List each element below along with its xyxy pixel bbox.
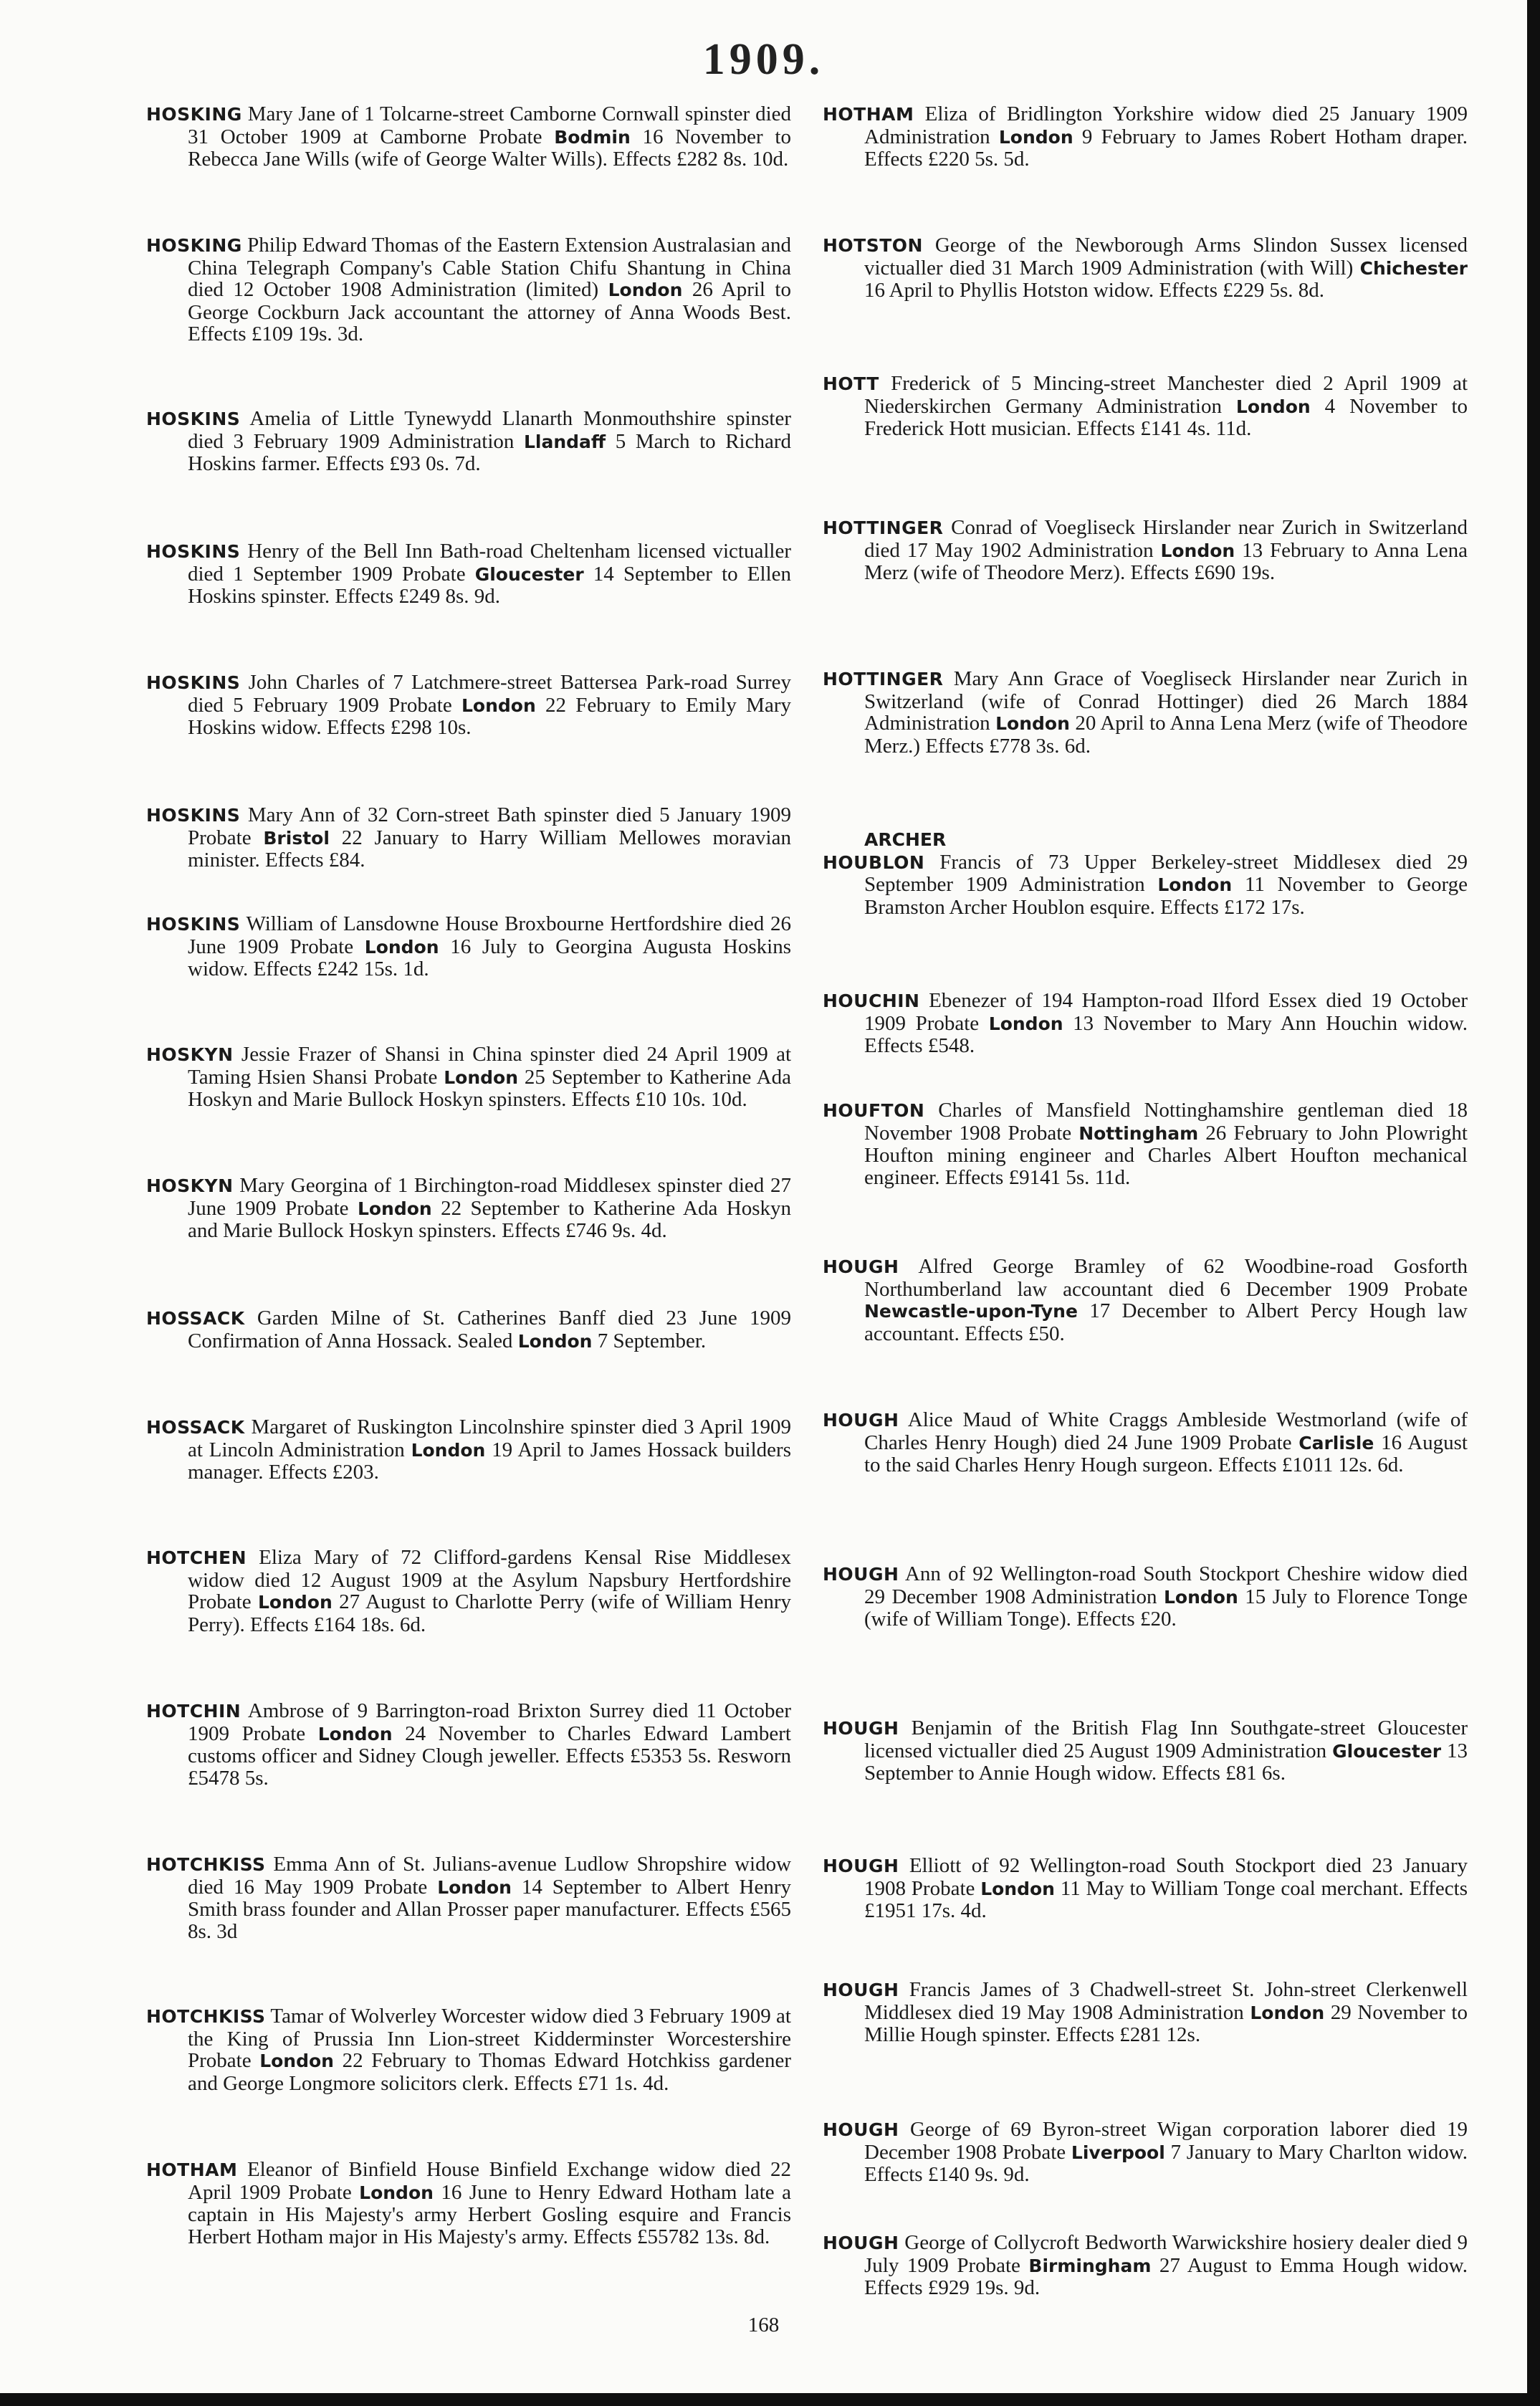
entry-text: Ann of 92 Wellington-road South Stockport Cheshire widow died 29 December 1908 Administration — [864, 1562, 1468, 1608]
entry-surname: HOTHAM — [823, 104, 914, 125]
entry-text: 11 November to George Bramston Archer Houblon esquire. Effects £172 17s. — [864, 873, 1468, 919]
probate-entry — [823, 1563, 1468, 1631]
registry-place: London — [1157, 874, 1233, 895]
probate-entry — [146, 804, 791, 872]
registry-place: London — [411, 1439, 486, 1461]
registry-place: London — [444, 1066, 519, 1088]
registry-place: London — [461, 694, 536, 716]
registry-place: London — [359, 2182, 434, 2203]
entry-surname: HOUGH — [823, 1410, 899, 1431]
probate-entry — [146, 1044, 791, 1111]
probate-entry — [146, 913, 791, 980]
entry-text: Alice Maud of White Craggs Ambleside Westmorland (wife of Charles Henry Hough) died 24 June 1909 Probate — [864, 1408, 1468, 1454]
registry-place: London — [995, 713, 1070, 734]
entry-text: 22 February to Thomas Edward Hotchkiss gardener and George Longmore solicitors clerk. Effects £71 1s. 4d. — [188, 2049, 791, 2095]
registry-place: Chichester — [1359, 257, 1468, 279]
registry-place: London — [364, 936, 439, 958]
registry-place: London — [1164, 1586, 1238, 1608]
registry-place: London — [437, 1876, 512, 1898]
entry-text: Mary Georgina of 1 Birchington-road Middlesex spinster died 27 June 1909 Probate — [188, 1174, 792, 1220]
entry-text: 25 September to Katherine Ada Hoskyn and Marie Bullock Hoskyn spinsters. Effects £10 10s. 10d. — [188, 1065, 791, 1111]
entry-surname: HOUGH — [823, 1980, 899, 2000]
entry-surname: HOSKING — [146, 104, 242, 125]
registry-place: Carlisle — [1299, 1432, 1374, 1453]
page-year-heading: 1909. — [702, 35, 825, 84]
entry-text: 13 September to Annie Hough widow. Effects £81 6s. — [864, 1739, 1468, 1785]
entry-text: 17 December to Albert Percy Hough law accountant. Effects £50. — [864, 1299, 1468, 1345]
entry-surname: HOSSACK — [146, 1308, 245, 1329]
entry-text: Frederick of 5 Mincing-street Manchester died 2 April 1909 at Niederskirchen Germany Administration — [864, 372, 1468, 418]
probate-entry — [146, 1853, 791, 1942]
entry-text: Amelia of Little Tynewydd Llanarth Monmouthshire spinster died 3 February 1909 Administration — [188, 407, 791, 453]
entry-surname: HOSKINS — [146, 672, 241, 693]
probate-entry — [146, 1307, 791, 1352]
probate-entry — [823, 234, 1468, 302]
entry-text: 27 August to Charlotte Perry (wife of William Henry Perry). Effects £164 18s. 6d. — [188, 1590, 791, 1636]
entry-text: George of Collycroft Bedworth Warwickshire hosiery dealer died 9 July 1909 Probate — [864, 2231, 1468, 2277]
entry-text: 13 February to Anna Lena Merz (wife of Theodore Merz). Effects £690 19s. — [864, 538, 1468, 584]
surname-prefix: ARCHER — [864, 829, 947, 850]
probate-entry — [146, 1175, 791, 1242]
entry-text: Ambrose of 9 Barrington-road Brixton Surrey died 11 October 1909 Probate — [188, 1699, 792, 1745]
registry-place: Gloucester — [1332, 1740, 1442, 1762]
probate-entry — [823, 1409, 1468, 1476]
entry-text: Alfred George Bramley of 62 Woodbine-road Gosforth Northumberland law accountant died 6 December 1909 Probate — [864, 1255, 1468, 1301]
entry-text: Philip Edward Thomas of the Eastern Extension Australasian and China Telegraph Company's Cable Station Chifu Shantung in China died 12 October 1908 Administration (limited) — [188, 234, 791, 301]
entry-text: Mary Ann of 32 Corn-street Bath spinster died 5 January 1909 Probate — [188, 803, 792, 849]
entry-text: 14 September to Ellen Hoskins spinster. Effects £249 8s. 9d. — [188, 562, 791, 608]
entry-text: 22 January to Harry William Mellowes moravian minister. Effects £84. — [188, 826, 791, 872]
entry-surname: HOTCHEN — [146, 1547, 247, 1568]
entry-surname: HOTHAM — [146, 2159, 238, 2180]
probate-entry — [823, 990, 1468, 1057]
probate-entry — [146, 408, 791, 475]
page-number: 168 — [747, 2314, 780, 2336]
entry-text: Emma Ann of St. Julians-avenue Ludlow Shropshire widow died 16 May 1909 Probate — [188, 1853, 792, 1899]
registry-place: Gloucester — [474, 563, 584, 585]
entry-surname: HOUBLON — [823, 851, 925, 873]
entry-text: 27 August to Emma Hough widow. Effects £929 19s. 9d. — [864, 2253, 1468, 2299]
entry-text: 16 November to Rebecca Jane Wills (wife of George Walter Wills). Effects £282 8s. 10d. — [188, 125, 791, 171]
entry-surname: HOSKING — [146, 235, 242, 256]
probate-entry — [146, 2005, 791, 2094]
registry-place: Bodmin — [554, 126, 631, 148]
entry-surname: HOSSACK — [146, 1417, 245, 1438]
entry-surname: HOUGH — [823, 2119, 899, 2140]
entry-text: Margaret of Ruskington Lincolnshire spinster died 3 April 1909 at Lincoln Administration — [188, 1416, 791, 1461]
registry-place: London — [357, 1198, 432, 1219]
entry-text: 15 July to Florence Tonge (wife of William Tonge). Effects £20. — [864, 1585, 1468, 1631]
registry-place: Birmingham — [1028, 2255, 1152, 2276]
entry-text: 5 March to Richard Hoskins farmer. Effects £93 0s. 7d. — [188, 429, 792, 475]
probate-entry — [823, 1979, 1468, 2046]
probate-entry — [146, 672, 791, 739]
entry-surname: HOUGH — [823, 1856, 899, 1876]
entry-text: William of Lansdowne House Broxbourne Hertfordshire died 26 June 1909 Probate — [188, 912, 792, 958]
entry-text: Mary Jane of 1 Tolcarne-street Camborne Cornwall spinster died 31 October 1909 at Camborne Probate — [188, 102, 792, 148]
entry-surname: HOUGH — [823, 1256, 899, 1277]
probate-entry — [823, 1256, 1468, 1345]
entry-surname: HOSKINS — [146, 914, 241, 935]
entry-text: 20 April to Anna Lena Merz (wife of Theodore Merz.) Effects £778 3s. 6d. — [864, 712, 1468, 758]
entry-surname: HOUCHIN — [823, 990, 920, 1011]
probate-entry — [146, 1547, 791, 1636]
entry-surname: HOTCHKISS — [146, 1854, 266, 1875]
registry-place: Bristol — [263, 827, 330, 849]
entry-surname: HOUGH — [823, 1718, 899, 1739]
registry-place: London — [317, 1723, 393, 1744]
entry-text: 16 August to the said Charles Henry Hough surgeon. Effects £1011 12s. 6d. — [864, 1431, 1468, 1476]
entry-text: John Charles of 7 Latchmere-street Battersea Park-road Surrey died 5 February 1909 Probate — [188, 671, 791, 717]
registry-place: London — [988, 1013, 1063, 1034]
entry-text: Francis James of 3 Chadwell-street St. John-street Clerkenwell Middlesex died 19 May 1908 Administration — [864, 1978, 1468, 2024]
probate-entry — [146, 2159, 791, 2248]
entry-surname: HOSKINS — [146, 541, 241, 562]
entry-text: Tamar of Wolverley Worcester widow died 3 February 1909 at the King of Prussia Inn Lion-street Kidderminster Worcestershire Probate — [188, 2005, 791, 2072]
entry-text: 16 July to Georgina Augusta Hoskins widow. Effects £242 15s. 1d. — [188, 935, 791, 980]
entry-text: Eleanor of Binfield House Binfield Exchange widow died 22 April 1909 Probate — [188, 2158, 792, 2204]
probate-entry — [146, 1700, 791, 1789]
entry-text: Francis of 73 Upper Berkeley-street Middlesex died 29 September 1909 Administration — [864, 850, 1468, 896]
entry-text: 11 May to William Tonge coal merchant. Effects £1951 17s. 4d. — [864, 1876, 1468, 1922]
entry-surname: HOTTINGER — [823, 669, 944, 689]
registry-place: Liverpool — [1071, 2142, 1165, 2163]
entry-text: 7 September. — [592, 1329, 707, 1352]
registry-place: London — [1235, 396, 1311, 417]
registry-place: London — [608, 280, 683, 300]
probate-entry — [823, 2232, 1468, 2299]
entry-text: 22 September to Katherine Ada Hoskyn and Marie Bullock Hoskyn spinsters. Effects £746 9s. 4d. — [188, 1196, 791, 1242]
entry-surname: HOUFTON — [823, 1100, 925, 1121]
registry-place: London — [998, 126, 1073, 148]
entry-text: 19 April to James Hossack builders manager. Effects £203. — [188, 1438, 791, 1484]
entry-text: George of the Newborough Arms Slindon Sussex licensed victualler died 31 March 1909 Administration (with Will) — [864, 234, 1468, 280]
entry-surname: HOUGH — [823, 1564, 899, 1585]
entry-surname: HOTSTON — [823, 235, 923, 256]
entry-text: George of 69 Byron-street Wigan corporation laborer died 19 December 1908 Probate — [864, 2118, 1468, 2164]
entry-text: Eliza of Bridlington Yorkshire widow died 25 January 1909 Administration — [864, 102, 1468, 148]
entry-text: 24 November to Charles Edward Lambert customs officer and Sidney Clough jeweller. Effects £5353 5s. Resworn £5478 5s. — [188, 1722, 791, 1790]
entry-text: Garden Milne of St. Catherines Banff died 23 June 1909 Confirmation of Anna Hossack. Sealed — [188, 1307, 791, 1352]
probate-entry — [823, 829, 1468, 918]
probate-entry — [823, 1717, 1468, 1785]
registry-place: London — [259, 2051, 334, 2071]
entry-surname: HOTTINGER — [823, 517, 944, 538]
entry-surname: HOSKINS — [146, 409, 241, 429]
entry-text: 29 November to Millie Hough spinster. Effects £281 12s. — [864, 2000, 1468, 2046]
entry-text: 26 April to George Cockburn Jack accountant the attorney of Anna Woods Best. Effects £109 19s. 3d. — [188, 278, 791, 345]
probate-entry — [823, 2119, 1468, 2186]
entry-text: 13 November to Mary Ann Houchin widow. Effects £548. — [864, 1011, 1468, 1057]
entry-text: Eliza Mary of 72 Clifford-gardens Kensal Rise Middlesex widow died 12 August 1909 at the Asylum Napsbury Hertfordshire Probate — [188, 1546, 792, 1613]
probate-entry — [823, 373, 1468, 440]
registry-place: London — [980, 1878, 1055, 1899]
entry-text: 4 November to Frederick Hott musician. Effects £141 4s. 11d. — [864, 394, 1468, 440]
entry-surname: HOTT — [823, 373, 879, 394]
entry-surname: HOTCHKISS — [146, 2006, 266, 2027]
entry-text: 14 September to Albert Henry Smith brass founder and Allan Prosser paper manufacturer. Effects £565 8s. 3d — [188, 1875, 792, 1943]
registry-place: London — [257, 1592, 333, 1613]
probate-entry — [146, 103, 791, 171]
entry-surname: HOSKINS — [146, 805, 241, 826]
entry-surname: HOSKYN — [146, 1044, 234, 1065]
registry-place: Llandaff — [523, 431, 606, 452]
entry-text: 16 April to Phyllis Hotston widow. Effects £229 5s. 8d. — [864, 279, 1325, 302]
probate-entry — [146, 540, 791, 608]
registry-place: Newcastle-upon-Tyne — [864, 1301, 1078, 1322]
entry-text: Ebenezer of 194 Hampton-road Ilford Essex died 19 October 1909 Probate — [864, 989, 1468, 1035]
entry-text: Conrad of Voegliseck Hirslander near Zurich in Switzerland died 17 May 1902 Administration — [864, 516, 1468, 562]
probate-entry — [823, 1855, 1468, 1922]
entry-surname: HOSKYN — [146, 1175, 234, 1196]
entry-text: 7 January to Mary Charlton widow. Effects £140 9s. 9d. — [864, 2140, 1468, 2186]
entry-text: 26 February to John Plowright Houfton mining engineer and Charles Albert Houfton mechanical engineer. Effects £9141 5s. 11d. — [864, 1121, 1468, 1189]
registry-place: Nottingham — [1079, 1122, 1199, 1144]
entry-text: 22 February to Emily Mary Hoskins widow. Effects £298 10s. — [188, 693, 791, 739]
entry-text: Jessie Frazer of Shansi in China spinster died 24 April 1909 at Taming Hsien Shansi Probate — [188, 1043, 792, 1089]
registry-place: London — [1250, 2002, 1325, 2023]
entry-text: 16 June to Henry Edward Hotham late a captain in His Majesty's army Herbert Gosling esquire and Francis Herbert Hotham major in His Majesty's army. Effects £55782 13s. 8d. — [188, 2180, 791, 2248]
probate-entry — [823, 668, 1468, 757]
probate-entry — [146, 234, 791, 345]
entry-surname: HOTCHIN — [146, 1701, 241, 1722]
probate-entry — [823, 517, 1468, 584]
probate-entry — [146, 1416, 791, 1484]
probate-entry — [823, 103, 1468, 171]
entry-text: Mary Ann Grace of Voegliseck Hirslander near Zurich in Switzerland (wife of Conrad Hottinger) died 26 March 1884 Administration — [864, 667, 1468, 735]
entry-text: Elliott of 92 Wellington-road South Stockport died 23 January 1908 Probate — [864, 1854, 1468, 1900]
registry-place: London — [517, 1330, 593, 1352]
registry-place: London — [1160, 540, 1235, 561]
probate-entry — [823, 1099, 1468, 1188]
entry-text: 9 February to James Robert Hotham draper. Effects £220 5s. 5d. — [864, 125, 1468, 171]
entry-surname: HOUGH — [823, 2233, 899, 2253]
entry-text: Henry of the Bell Inn Bath-road Cheltenham licensed victualler died 1 September 1909 Probate — [188, 540, 792, 586]
entry-text: Benjamin of the British Flag Inn Southgate-street Gloucester licensed victualler died 25 August 1909 Administration — [864, 1717, 1468, 1762]
entry-text: Charles of Mansfield Nottinghamshire gentleman died 18 November 1908 Probate — [864, 1099, 1468, 1145]
